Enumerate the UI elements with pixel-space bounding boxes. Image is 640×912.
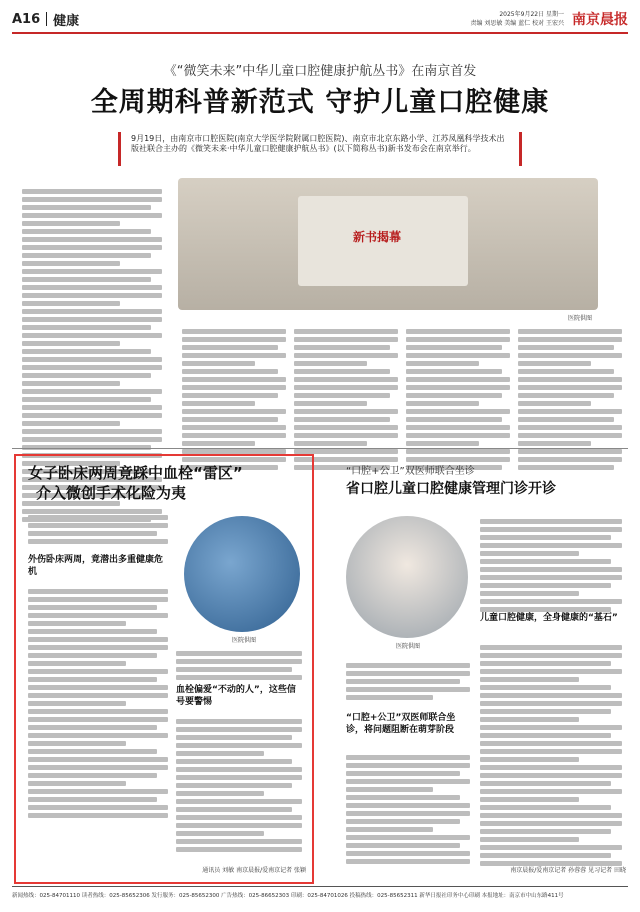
left-headline-1: 女子卧床两周竟踩中血栓“雷区” bbox=[28, 464, 243, 482]
left-subhead-2: 血栓偏爱“不动的人”，这些信号要警惕 bbox=[176, 685, 296, 707]
right-subhead-1: “口腔+公卫”双医师联合坐诊，将问题阻断在萌芽阶段 bbox=[346, 713, 456, 735]
lead-deck: 9月19日，由南京市口腔医院(南京大学医学院附属口腔医院)、南京市北京东路小学、江苏凤凰科学技术出版社联合主办的《微笑未来·中华儿童口腔健康护航丛书》(以下简称丛书)新书发布会在南京举行。 bbox=[131, 134, 505, 153]
left-body-a bbox=[28, 586, 168, 821]
lead-photo bbox=[178, 178, 598, 310]
lead-body-col2 bbox=[182, 326, 286, 473]
left-body-c bbox=[176, 716, 302, 855]
lead-headline: 全周期科普新范式 守护儿童口腔健康 bbox=[90, 87, 550, 118]
lead-body-col3 bbox=[294, 326, 398, 473]
right-headline: 省口腔儿童口腔健康管理门诊开诊 bbox=[346, 481, 556, 497]
lead-body-col4 bbox=[406, 326, 510, 473]
brand-logo: 南京晨报 bbox=[572, 12, 628, 28]
lead-deck-box bbox=[118, 132, 522, 166]
issue-info bbox=[470, 10, 564, 28]
right-body-a bbox=[480, 516, 622, 615]
footer-info: 新闻热线：025-84701110 读者热线：025-85652306 发行服务：025-85652300 广告热线：025-86652303 印刷：025-84701026 投稿热线：025-85652311 新华日报社印务中心印刷 本报地址：南京市中山东路411号 bbox=[12, 893, 564, 899]
left-headline-2: 介入微创手术化险为夷 bbox=[36, 484, 187, 502]
right-kicker: “口腔+公卫”双医师联合坐诊 bbox=[346, 466, 475, 477]
right-subhead-2: 儿童口腔健康，全身健康的“基石” bbox=[480, 613, 618, 623]
left-body-b bbox=[176, 648, 302, 683]
left-photo bbox=[184, 516, 300, 632]
right-body-d bbox=[346, 752, 470, 867]
footer-rule bbox=[12, 886, 628, 887]
right-byline: 南京晨报/爱南京记者 孙蓉蓉 见习记者 田晓 bbox=[510, 867, 626, 874]
left-subhead-1: 外伤卧床两周，竟潜出多重健康危机 bbox=[28, 555, 164, 577]
masthead-rule bbox=[12, 32, 628, 34]
section-divider bbox=[12, 448, 628, 449]
banner-text: 新书揭幕 bbox=[353, 230, 402, 244]
left-byline: 通讯员 刘敏 南京晨报/爱南京记者 张颖 bbox=[202, 867, 306, 874]
right-photo bbox=[346, 516, 468, 638]
right-photo-credit: 医院供图 bbox=[396, 643, 421, 650]
issue-date: 2025年9月22日 星期一 bbox=[499, 11, 564, 18]
separator bbox=[46, 12, 47, 26]
right-body-b bbox=[480, 642, 622, 869]
issue-staff: 责编 刘思敏 美编 蓝仁 校对 王宏兴 bbox=[470, 20, 564, 27]
left-intro bbox=[28, 512, 168, 547]
masthead bbox=[12, 8, 628, 30]
lead-kicker: 《“微笑未来”中华儿童口腔健康护航丛书》在南京首发 bbox=[163, 64, 477, 79]
section-name: 健康 bbox=[53, 13, 80, 29]
left-photo-credit: 医院供图 bbox=[232, 637, 257, 644]
lead-photo-credit: 医院供图 bbox=[568, 315, 593, 322]
lead-body-col5 bbox=[518, 326, 622, 473]
page-number: A16 bbox=[12, 11, 41, 27]
right-body-c bbox=[346, 660, 470, 703]
